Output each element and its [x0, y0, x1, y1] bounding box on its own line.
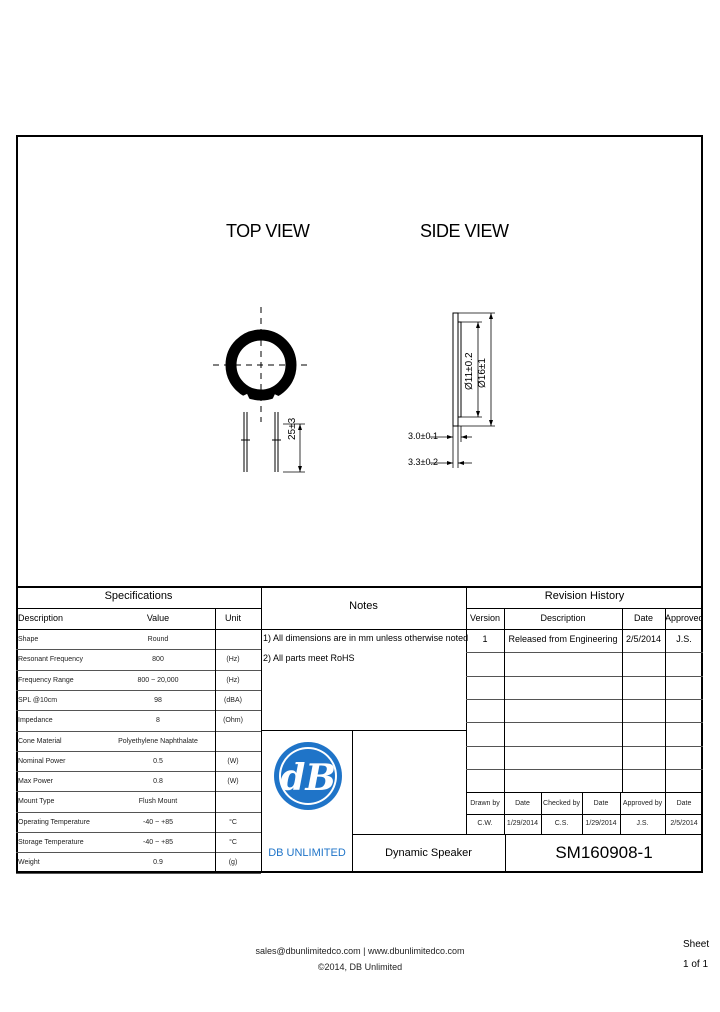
spec-row-value: 98: [154, 696, 162, 704]
spec-row-description: Resonant Frequency: [18, 656, 83, 664]
spec-row-value: -40 ~ +85: [143, 839, 173, 846]
spec-row-description: Weight: [18, 859, 40, 867]
thickness-dim-2: 3.3±0.2: [408, 457, 438, 467]
spec-row-value: 800 ~ 20,000: [137, 676, 179, 684]
rev-header-approved: Approved: [665, 613, 704, 623]
footer-copyright: ©2014, DB Unlimited: [317, 962, 403, 972]
signoff-header: Drawn by: [470, 800, 500, 807]
rev-header-description: Description: [540, 613, 586, 623]
sheet-label: Sheet: [683, 939, 710, 950]
spec-row-value: Round: [147, 636, 169, 643]
signoff-value: C.W.: [477, 820, 493, 827]
spec-row-description: Storage Temperature: [18, 839, 84, 846]
top-view-title: TOP VIEW: [226, 221, 310, 241]
spec-row-value: 0.8: [153, 778, 163, 786]
rev-row-approved: J.S.: [676, 634, 692, 644]
spec-header-value: Value: [146, 613, 170, 623]
signoff-header: Date: [676, 800, 692, 807]
signoff-header: Date: [515, 800, 530, 807]
signoff-header: Date: [593, 800, 609, 807]
signoff-header: Approved by: [622, 800, 663, 807]
inner-diameter-dim: Ø11±0.2: [464, 352, 475, 390]
spec-row-unit: °C: [229, 818, 237, 826]
thickness-dim-1: 3.0±0.1: [408, 431, 438, 441]
part-number: SM160908-1: [555, 843, 653, 862]
spec-row-description: Impedance: [18, 717, 53, 725]
spec-row-description: Mount Type: [18, 798, 55, 806]
spec-row-unit: (Hz): [226, 676, 240, 684]
side-view-title: SIDE VIEW: [420, 221, 509, 241]
speaker-profile: [453, 313, 458, 426]
spec-row-description: Cone Material: [18, 737, 62, 745]
signoff-value: C.S.: [554, 820, 569, 827]
rev-row-version: 1: [482, 634, 488, 644]
spec-row-unit: °C: [229, 839, 237, 846]
spec-row-value: Polyethylene Naphthalate: [118, 737, 198, 745]
spec-row-unit: (dBA): [224, 696, 242, 704]
product-name: Dynamic Speaker: [385, 847, 472, 859]
spec-row-value: 8: [156, 717, 160, 725]
specifications-title: Specifications: [104, 590, 173, 602]
rev-row-date: 2/5/2014: [625, 634, 662, 644]
note-2: 2) All parts meet RoHS: [263, 653, 355, 663]
spec-row-unit: (W): [227, 757, 239, 765]
spec-row-unit: (W): [227, 778, 239, 786]
top-view-drawing: [213, 307, 309, 472]
revision-history-title: Revision History: [544, 590, 625, 602]
spec-row-value: -40 ~ +85: [143, 818, 173, 826]
note-1: 1) All dimensions are in mm unless otherwise noted: [263, 633, 469, 643]
signoff-value: 1/29/2014: [506, 820, 539, 827]
signoff-header: Checked by: [543, 800, 580, 807]
sheet-value: 1 of 1: [683, 959, 709, 970]
footer-contact: sales@dbunlimitedco.com | www.dbunlimitedco.com: [255, 946, 465, 956]
spec-row-unit: (Ohm): [223, 717, 243, 725]
signoff-value: J.S.: [636, 820, 649, 827]
side-view-drawing: [430, 313, 495, 468]
outer-diameter-dim: Ø16±1: [477, 358, 488, 388]
spec-row-unit: (g): [228, 859, 238, 867]
notes-title: Notes: [349, 600, 378, 612]
spec-row-description: Operating Temperature: [18, 818, 90, 826]
logo-text: DB UNLIMITED: [268, 847, 346, 859]
db-unlimited-logo: [270, 738, 346, 834]
spec-row-description: SPL @10cm: [18, 696, 58, 704]
rev-header-date: Date: [633, 613, 653, 623]
spec-row-value: Flush Mount: [138, 798, 178, 806]
spec-row-description: Nominal Power: [18, 757, 66, 765]
rev-row-description: Released from Engineering: [508, 634, 618, 644]
spec-header-description: Description: [18, 613, 64, 623]
spec-row-value: 0.5: [153, 757, 163, 765]
spec-row-unit: (Hz): [226, 656, 240, 664]
spec-row-description: Max Power: [18, 778, 54, 786]
spec-row-description: Frequency Range: [18, 676, 74, 684]
rev-header-version: Version: [469, 613, 501, 623]
signoff-value: 2/5/2014: [670, 820, 698, 827]
lead-length-dim: 25±3: [287, 417, 298, 440]
spec-row-value: 0.9: [153, 859, 163, 867]
svg-text:dB: dB: [280, 757, 336, 799]
spec-row-value: 800: [152, 656, 164, 664]
spec-header-unit: Unit: [224, 613, 241, 623]
spec-row-description: Shape: [18, 636, 39, 643]
signoff-value: 1/29/2014: [585, 820, 617, 827]
